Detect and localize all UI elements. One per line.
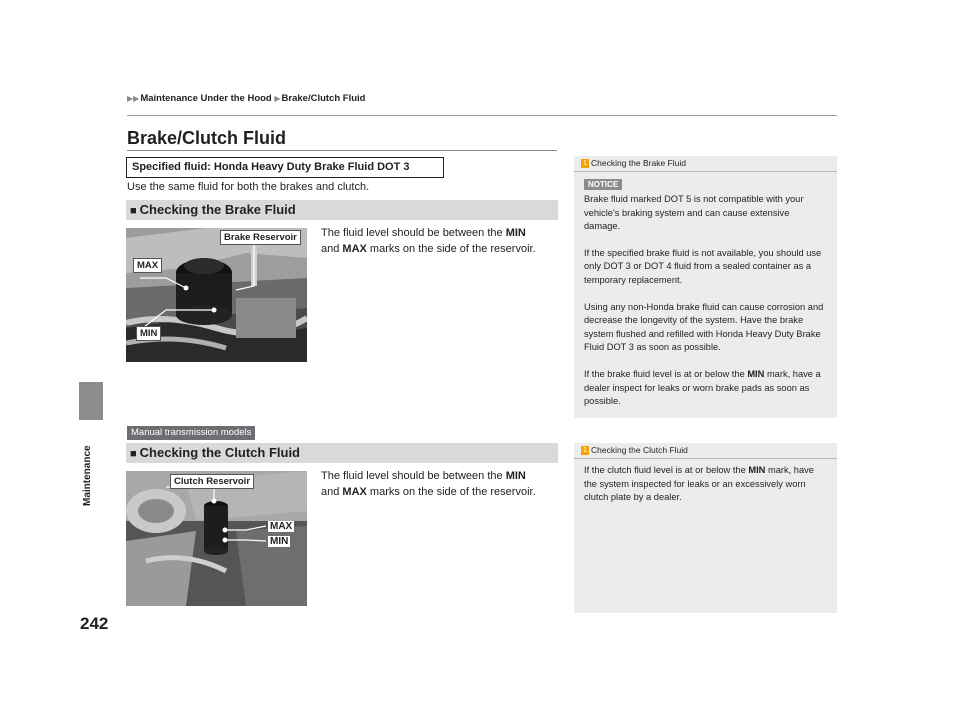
- note-paragraph: If the brake fluid level is at or below the MIN mark, have a dealer inspect for leaks or worn brake pads as soon as possible.: [584, 368, 821, 407]
- chevron-right-icon: ▶▶: [127, 94, 140, 103]
- max-mark-term: MAX: [342, 486, 367, 498]
- brake-max-label: MAX: [133, 258, 162, 273]
- breadcrumb: [127, 93, 365, 104]
- notice-badge: NOTICE: [584, 179, 622, 190]
- clutch-heading-text: Checking the Clutch Fluid: [139, 445, 300, 460]
- clutch-section-heading: [126, 443, 558, 463]
- note-reference-icon: 1: [581, 446, 589, 455]
- note-heading: 1 Checking the Clutch Fluid: [581, 443, 827, 456]
- clutch-max-label: MAX: [270, 521, 293, 532]
- chevron-right-icon: ▶: [274, 94, 281, 103]
- brake-min-label: MIN: [136, 326, 161, 341]
- brake-reservoir-label: Brake Reservoir: [220, 230, 301, 245]
- header-divider: [127, 115, 837, 116]
- brake-reservoir-photo: [126, 228, 307, 362]
- breadcrumb-current: Brake/Clutch Fluid: [281, 93, 366, 104]
- note-paragraph: Brake fluid marked DOT 5 is not compatible with your vehicle's braking system and can cause extensive damage.: [584, 194, 804, 232]
- breadcrumb-parent[interactable]: Maintenance Under the Hood: [140, 93, 272, 104]
- title-divider: [127, 150, 557, 151]
- clutch-min-label: MIN: [270, 536, 289, 547]
- intro-text: Use the same fluid for both the brakes and clutch.: [127, 181, 370, 193]
- clutch-reservoir-label: Clutch Reservoir: [170, 474, 254, 489]
- brake-instruction-text: The fluid level should be between the MIN and MAX marks on the side of the reservoir.: [321, 227, 536, 255]
- chapter-tab: [80, 430, 100, 510]
- note-paragraph: Using any non-Honda brake fluid can cause corrosion and decrease the longevity of the system. Have the brake system flushed and refilled with Honda Heavy Duty Brake Fluid DOT 3 as soon as possible.: [584, 301, 824, 353]
- page-title: Brake/Clutch Fluid: [127, 128, 287, 148]
- page-number: 242: [80, 614, 109, 633]
- min-mark-term: MIN: [505, 227, 526, 239]
- manual-transmission-tag: Manual transmission models: [127, 426, 255, 440]
- note-paragraph: If the specified brake fluid is not available, you should use only DOT 3 or DOT 4 fluid from a sealed container as a temporary replacement.: [584, 247, 822, 285]
- brake-section-heading: [126, 200, 558, 220]
- note-heading: 1 Checking the Brake Fluid: [581, 156, 827, 169]
- chapter-tab-label: Maintenance: [82, 445, 93, 506]
- chapter-tab-marker: [79, 382, 103, 420]
- square-bullet-icon: ■: [130, 448, 137, 460]
- specified-fluid-box: Specified fluid: Honda Heavy Duty Brake Fluid DOT 3: [126, 157, 444, 178]
- brake-heading-text: Checking the Brake Fluid: [139, 202, 296, 217]
- note-divider: [574, 458, 837, 459]
- max-mark-term: MAX: [342, 243, 367, 255]
- brake-fluid-note: [574, 156, 837, 418]
- square-bullet-icon: ■: [130, 205, 137, 217]
- clutch-instruction-text: The fluid level should be between the MIN and MAX marks on the side of the reservoir.: [321, 470, 536, 498]
- note-paragraph: If the clutch fluid level is at or below the MIN mark, have the system inspected for leaks or an excessively worn clutch plate by a dealer.: [584, 465, 814, 503]
- note-reference-icon: 1: [581, 159, 589, 168]
- note-divider: [574, 171, 837, 172]
- clutch-fluid-note: [574, 443, 837, 613]
- min-mark-term: MIN: [505, 470, 526, 482]
